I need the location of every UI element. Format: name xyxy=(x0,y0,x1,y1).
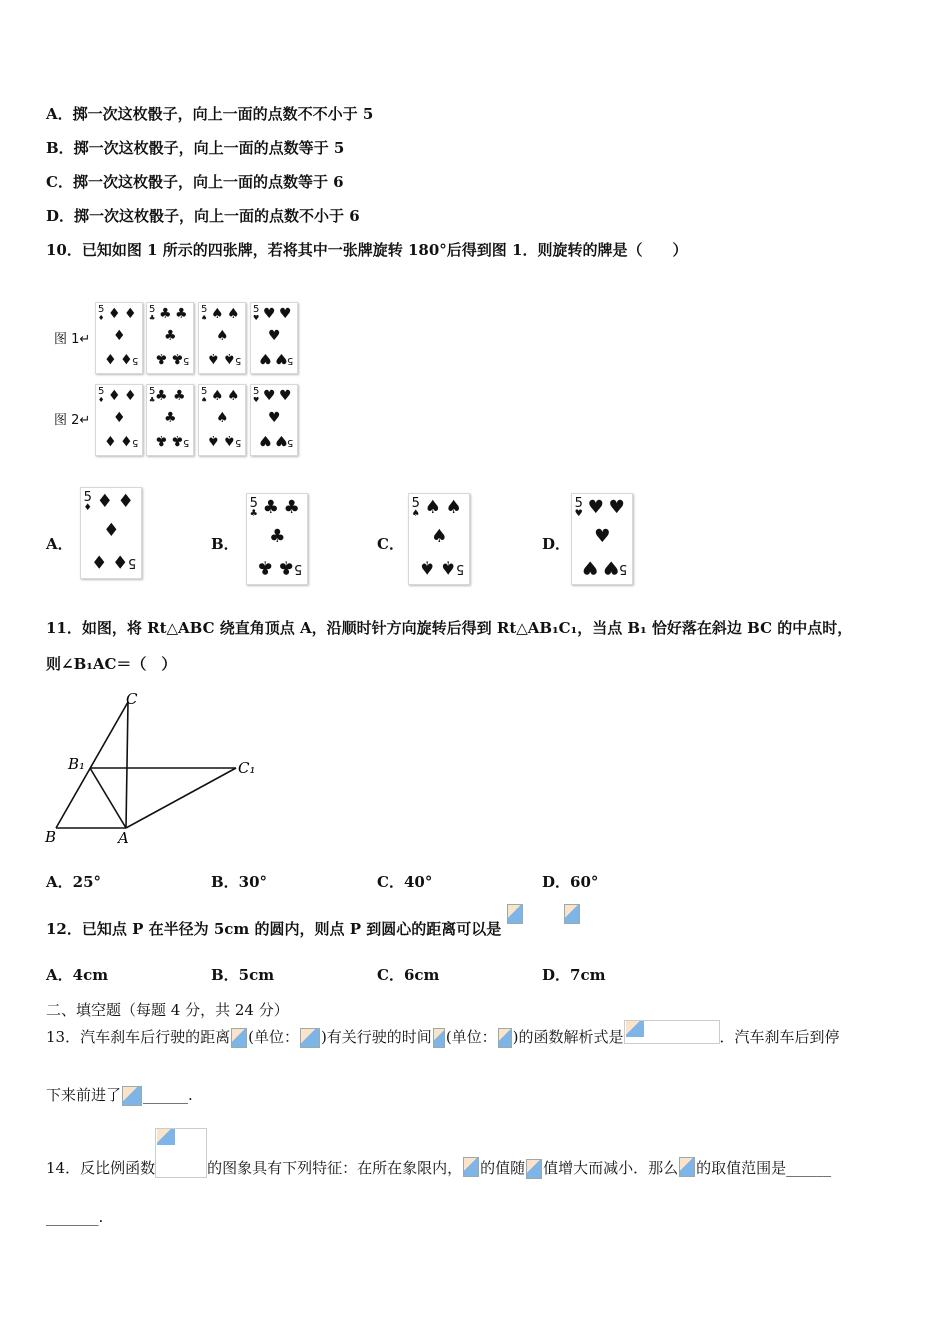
q10-option-b-label: B． xyxy=(211,535,239,553)
q14-line1 xyxy=(46,1116,832,1177)
diamond-icon: ♦ xyxy=(113,410,126,426)
point-a-label: A xyxy=(118,829,129,847)
option-diamond-card xyxy=(80,487,142,579)
card-rank: 5 xyxy=(249,495,258,511)
diamond-pip-icon: ♦ xyxy=(83,502,92,513)
q9-option-a: A．掷一次这枚骰子，向上一面的点数不不小于 5 xyxy=(46,105,374,123)
q13-text-2: (单位： xyxy=(248,1028,299,1046)
card-rank: 5 xyxy=(253,304,260,315)
club-pip-icon: ♣ xyxy=(149,396,156,404)
q13-answer-blank: ______. xyxy=(143,1086,193,1104)
q10-option-c-label: C． xyxy=(377,535,404,553)
q10-option-d-label: D． xyxy=(542,535,571,553)
broken-image-icon xyxy=(507,904,523,924)
spade-pip-icon: ♠ xyxy=(201,314,208,322)
heart-icon: ♥ xyxy=(587,497,605,519)
spade-icon: ♠ xyxy=(211,306,224,322)
q12-option-d: D．7cm xyxy=(542,966,606,984)
spade-icon: ♠ xyxy=(431,525,448,547)
spade-pip-icon: ♠ xyxy=(201,396,208,404)
card-rank: 5 xyxy=(574,495,583,511)
diamond-icon: ♦ xyxy=(120,350,133,366)
broken-image-icon xyxy=(433,1028,445,1048)
formula-image-box xyxy=(155,1128,207,1178)
diamond-icon: ♦ xyxy=(124,388,137,404)
card-rank: 5 xyxy=(253,386,260,397)
fig1-diamond-card xyxy=(95,302,143,374)
spade-icon: ♠ xyxy=(211,388,224,404)
q14-text-4: 值增大而减小．那么 xyxy=(543,1159,679,1177)
diamond-icon: ♦ xyxy=(96,491,114,513)
q13-text-3: )有关行驶的时间 xyxy=(320,1028,432,1046)
heart-icon: ♥ xyxy=(603,555,620,577)
broken-image-icon xyxy=(526,1159,542,1179)
option-club-card xyxy=(246,493,308,585)
q13-text-6: ．汽车刹车后到停 xyxy=(719,1028,840,1046)
q14-text-3: 的值随 xyxy=(480,1159,526,1177)
q13-line1 xyxy=(46,1026,840,1050)
diamond-icon: ♦ xyxy=(112,549,129,571)
q9-option-c: C．掷一次这枚骰子，向上一面的点数等于 6 xyxy=(46,173,344,191)
q13-text-5: )的函数解析式是 xyxy=(512,1028,624,1046)
heart-icon: ♥ xyxy=(268,410,281,426)
broken-image-icon xyxy=(122,1086,142,1106)
card-rank: 5 xyxy=(618,560,628,576)
q11-stem-line2: 则∠B₁AC＝（ ） xyxy=(46,655,177,673)
card-rank: 5 xyxy=(201,386,208,397)
diamond-icon: ♦ xyxy=(108,388,121,404)
card-rank: 5 xyxy=(127,554,137,570)
spade-icon: ♠ xyxy=(424,497,442,519)
card-rank: 5 xyxy=(98,386,105,397)
fig1-club-card xyxy=(146,302,194,374)
q9-option-d: D．掷一次这枚骰子，向上一面的点数不小于 6 xyxy=(46,207,360,225)
club-icon: ♣ xyxy=(171,432,184,448)
club-icon: ♣ xyxy=(164,410,177,426)
diamond-icon: ♦ xyxy=(91,549,108,571)
club-pip-icon: ♣ xyxy=(249,508,258,519)
diamond-icon: ♦ xyxy=(117,491,134,513)
broken-image-icon xyxy=(463,1157,479,1177)
q9-option-b: B．掷一次这枚骰子，向上一面的点数等于 5 xyxy=(46,139,345,157)
card-rank: 5 xyxy=(149,304,156,315)
heart-icon: ♥ xyxy=(279,388,292,404)
card-rank: 5 xyxy=(287,355,294,366)
club-icon: ♣ xyxy=(269,525,286,547)
fig2-label: 图 2↵ xyxy=(54,413,91,428)
diamond-icon: ♦ xyxy=(120,432,133,448)
option-heart-card xyxy=(571,493,633,585)
club-icon: ♣ xyxy=(262,497,280,519)
q13-line2 xyxy=(46,1084,193,1106)
club-icon: ♣ xyxy=(283,497,300,519)
heart-icon: ♥ xyxy=(582,555,599,577)
point-c1-label: C₁ xyxy=(238,759,256,777)
point-c-label: C xyxy=(126,690,138,708)
diamond-icon: ♦ xyxy=(104,350,117,366)
q11-option-b: B．30° xyxy=(211,873,268,891)
q14-line2: _______. xyxy=(46,1208,104,1226)
heart-icon: ♥ xyxy=(594,525,611,547)
spade-icon: ♠ xyxy=(216,410,229,426)
card-rank: 5 xyxy=(183,437,190,448)
q12-option-b: B．5cm xyxy=(211,966,275,984)
spade-icon: ♠ xyxy=(445,497,462,519)
club-icon: ♣ xyxy=(175,306,188,322)
q11-option-c: C．40° xyxy=(377,873,433,891)
card-rank: 5 xyxy=(201,304,208,315)
broken-image-icon xyxy=(679,1157,695,1177)
q13-text-7: 下来前进了 xyxy=(46,1086,122,1104)
broken-image-icon xyxy=(498,1028,512,1048)
q14-text-2: 的图象具有下列特征：在所在象限内， xyxy=(207,1159,463,1177)
spade-icon: ♠ xyxy=(227,388,240,404)
section-2-heading: 二、填空题（每题 4 分，共 24 分） xyxy=(46,1001,289,1019)
diamond-icon: ♦ xyxy=(103,519,120,541)
fig2-spade-card xyxy=(198,384,246,456)
broken-image-icon xyxy=(300,1028,320,1048)
club-icon: ♣ xyxy=(159,306,172,322)
heart-icon: ♥ xyxy=(259,432,272,448)
diamond-icon: ♦ xyxy=(113,328,126,344)
q14-text-1: 14．反比例函数 xyxy=(46,1159,156,1177)
club-icon: ♣ xyxy=(155,432,168,448)
club-icon: ♣ xyxy=(173,388,186,404)
spade-icon: ♠ xyxy=(223,350,236,366)
spade-icon: ♠ xyxy=(207,432,220,448)
q13-text-4: (单位： xyxy=(445,1028,497,1046)
q11-stem-line1: 11．如图，将 Rt△ABC 绕直角顶点 A，沿顺时针方向旋转后得到 Rt△AB₁C₁，当点 B₁ 恰好落在斜边 BC 的中点时， xyxy=(46,619,853,637)
card-rank: 5 xyxy=(235,437,242,448)
diamond-icon: ♦ xyxy=(108,306,121,322)
heart-icon: ♥ xyxy=(275,350,288,366)
rotation-diagram xyxy=(40,690,280,850)
spade-pip-icon: ♠ xyxy=(411,508,420,519)
card-rank: 5 xyxy=(83,489,92,505)
card-rank: 5 xyxy=(293,560,303,576)
q12-stem-line xyxy=(46,918,581,939)
spade-icon: ♠ xyxy=(227,306,240,322)
club-pip-icon: ♣ xyxy=(149,314,156,322)
card-rank: 5 xyxy=(235,355,242,366)
heart-icon: ♥ xyxy=(608,497,625,519)
card-rank: 5 xyxy=(411,495,420,511)
card-rank: 5 xyxy=(287,437,294,448)
heart-icon: ♥ xyxy=(259,350,272,366)
q12-stem: 12．已知点 P 在半径为 5cm 的圆内，则点 P 到圆心的距离可以是 xyxy=(46,920,502,938)
heart-pip-icon: ♥ xyxy=(574,508,583,519)
heart-pip-icon: ♥ xyxy=(253,314,260,322)
broken-image-icon xyxy=(231,1028,247,1048)
spade-icon: ♠ xyxy=(207,350,220,366)
heart-icon: ♥ xyxy=(263,306,276,322)
fig2-heart-card xyxy=(250,384,298,456)
fig1-heart-card xyxy=(250,302,298,374)
fig1-spade-card xyxy=(198,302,246,374)
club-icon: ♣ xyxy=(257,555,274,577)
q10-stem: 10．已知如图 1 所示的四张牌，若将其中一张牌旋转 180°后得到图 1．则旋转的牌是（ ） xyxy=(46,241,688,259)
q12-option-c: C．6cm xyxy=(377,966,440,984)
fig1-label: 图 1↵ xyxy=(54,332,91,347)
q11-option-d: D．60° xyxy=(542,873,599,891)
q13-text-1: 13．汽车刹车后行驶的距离 xyxy=(46,1028,231,1046)
spade-icon: ♠ xyxy=(419,555,436,577)
q10-option-a-label: A． xyxy=(46,535,73,553)
heart-pip-icon: ♥ xyxy=(253,396,260,404)
diamond-icon: ♦ xyxy=(104,432,117,448)
club-icon: ♣ xyxy=(155,388,168,404)
diamond-pip-icon: ♦ xyxy=(98,314,105,322)
card-rank: 5 xyxy=(455,560,465,576)
q14-text-5: 的取值范围是______ xyxy=(696,1159,832,1177)
broken-image-icon xyxy=(626,1021,644,1037)
card-rank: 5 xyxy=(132,437,139,448)
diamond-pip-icon: ♦ xyxy=(98,396,105,404)
spade-icon: ♠ xyxy=(216,328,229,344)
q11-option-a: A．25° xyxy=(46,873,102,891)
heart-icon: ♥ xyxy=(275,432,288,448)
formula-image-box xyxy=(624,1020,720,1044)
spade-icon: ♠ xyxy=(223,432,236,448)
club-icon: ♣ xyxy=(171,350,184,366)
broken-image-icon xyxy=(157,1129,175,1145)
diamond-icon: ♦ xyxy=(124,306,137,322)
point-b-label: B xyxy=(45,828,57,846)
fig2-club-card xyxy=(146,384,194,456)
broken-image-icon xyxy=(564,904,580,924)
point-b1-label: B₁ xyxy=(68,755,86,773)
q12-option-a: A．4cm xyxy=(46,966,109,984)
club-icon: ♣ xyxy=(278,555,295,577)
club-icon: ♣ xyxy=(164,328,177,344)
card-rank: 5 xyxy=(149,386,156,397)
card-rank: 5 xyxy=(98,304,105,315)
heart-icon: ♥ xyxy=(268,328,281,344)
club-icon: ♣ xyxy=(155,350,168,366)
fig2-diamond-card xyxy=(95,384,143,456)
heart-icon: ♥ xyxy=(279,306,292,322)
card-rank: 5 xyxy=(183,355,190,366)
card-rank: 5 xyxy=(132,355,139,366)
spade-icon: ♠ xyxy=(440,555,457,577)
option-spade-card xyxy=(408,493,470,585)
heart-icon: ♥ xyxy=(263,388,276,404)
